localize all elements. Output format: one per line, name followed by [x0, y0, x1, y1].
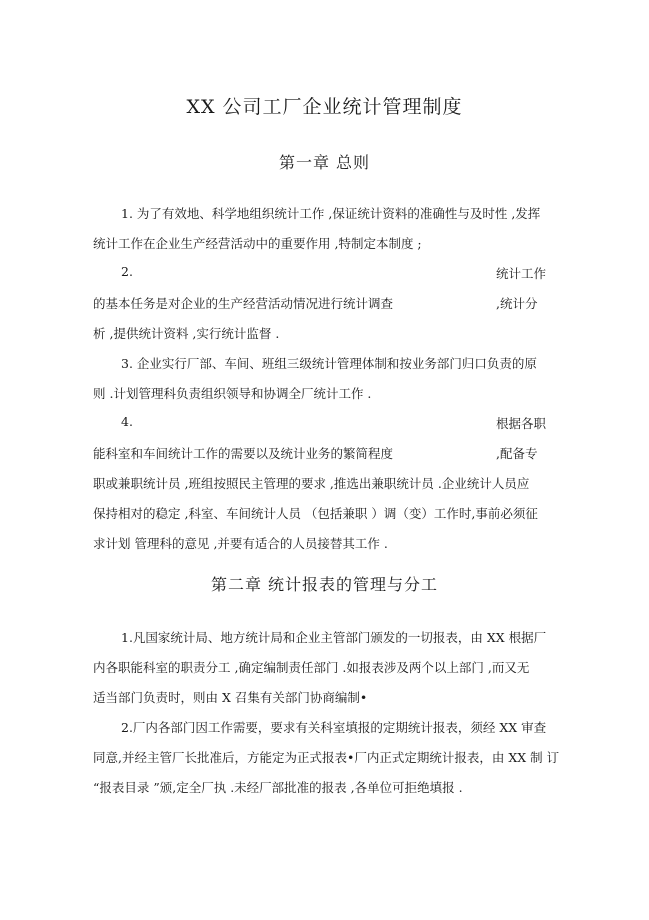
paragraph-line: 1.凡国家统计局、地方统计局和企业主管部门颁发的一切报表，由 XX 根据厂 [121, 630, 547, 645]
paragraph-line: 统计工作 [496, 266, 547, 281]
paragraph-line: 根据各职 [496, 416, 547, 431]
paragraph-line: 求计划 管理科的意见 ,并要有适合的人员接替其工作 . [93, 536, 388, 551]
paragraph-line: 2.厂内各部门因工作需要，要求有关科室填报的定期统计报表，须经 XX 审查 [121, 720, 547, 735]
paragraph-line: 适当部门负责时，则由 X 召集有关部门协商编制• [93, 690, 368, 705]
paragraph-line: 统计工作在企业生产经营活动中的重要作用 ,特制定本制度 ; [93, 236, 422, 251]
paragraph-line: 则 .计划管理科负责组织领导和协调全厂统计工作 . [93, 386, 372, 401]
paragraph-line: 能科室和车间统计工作的需要以及统计业务的繁简程度 [93, 446, 394, 461]
chapter-1-heading: 第一章 总则 [278, 153, 371, 172]
paragraph-line: ,配备专 [496, 446, 538, 461]
document-title: XX 公司工厂企业统计管理制度 [186, 96, 463, 118]
paragraph-line: 析 ,提供统计资料 ,实行统计监督 . [93, 326, 280, 341]
paragraph-line: 的基本任务是对企业的生产经营活动情况进行统计调查 [93, 296, 394, 311]
paragraph-line: 3. 企业实行厂部、车间、班组三级统计管理体制和按业务部门归口负责的原 [121, 356, 537, 371]
paragraph-number: 4. [121, 414, 133, 429]
paragraph-line: 内各职能科室的职责分工 ,确定编制责任部门 .如报表涉及两个以上部门 ,而又无 [93, 660, 530, 675]
paragraph-line: 职或兼职统计员 ,班组按照民主管理的要求 ,推选出兼职统计员 .企业统计人员应 [93, 476, 530, 491]
paragraph-line: ,统计分 [496, 296, 538, 311]
paragraph-line: “报表目录 ”颁,定全厂执 .未经厂部批准的报表 ,各单位可拒绝填报 . [93, 780, 463, 795]
paragraph-line: 1. 为了有效地、科学地组织统计工作 ,保证统计资料的准确性与及时性 ,发挥 [121, 206, 541, 221]
chapter-2-heading: 第二章 统计报表的管理与分工 [210, 575, 439, 594]
paragraph-line: 同意,并经主管厂长批准后，方能定为正式报表•厂内正式定期统计报表，由 XX 制 订 [93, 750, 560, 765]
paragraph-line: 保持相对的稳定 ,科室、车间统计人员 （包括兼职 ）调（变）工作时,事前必须征 [93, 506, 538, 521]
paragraph-number: 2. [121, 264, 133, 279]
